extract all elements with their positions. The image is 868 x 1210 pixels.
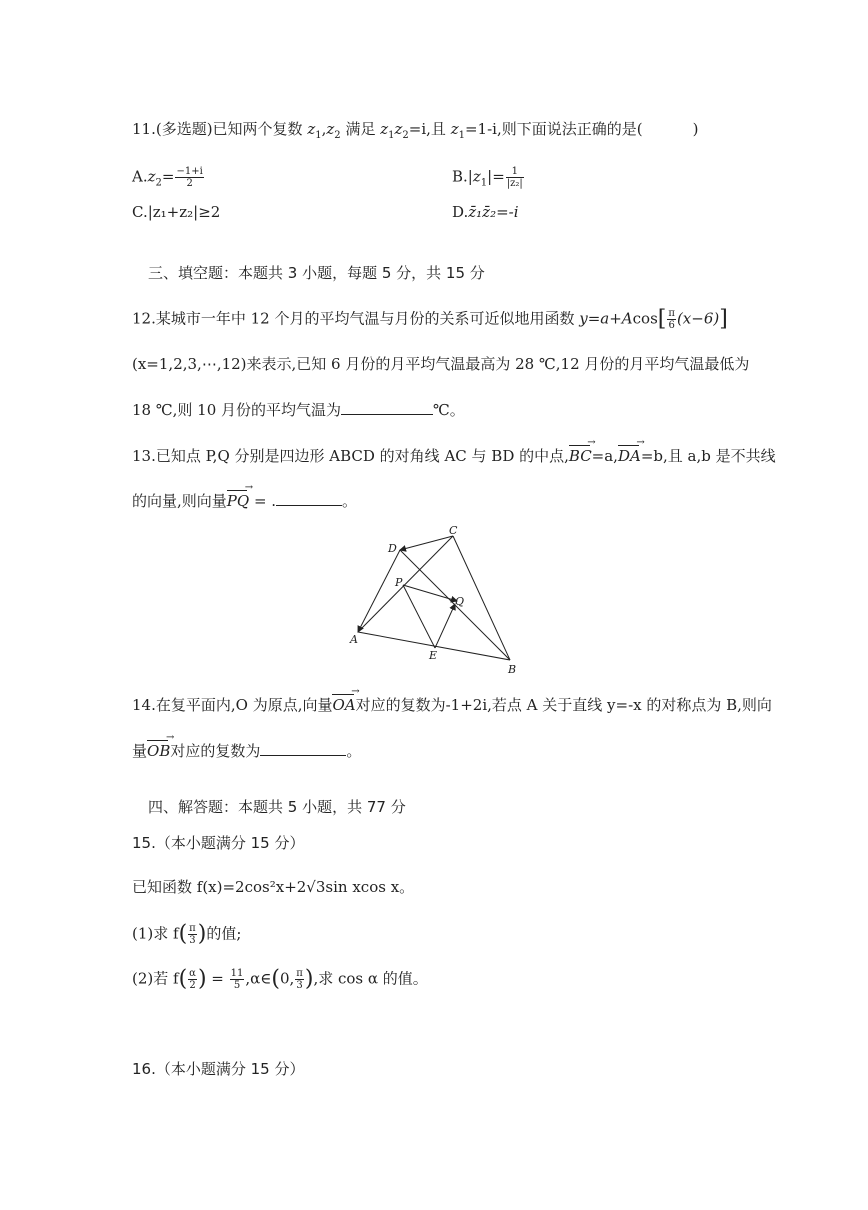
diagonal-ac: [358, 536, 453, 632]
fraction: $\frac{-1+i}{2}$: [176, 166, 203, 189]
fraction: $\frac{\pi}{6}$: [668, 308, 675, 331]
segment-eq: [435, 604, 455, 648]
q15-stem: 已知函数 f(x)=2cos²x+2√3sin xcos x。: [132, 878, 415, 896]
vector-pq: PQ →: [227, 491, 249, 511]
section3-title: 三、填空题：本题共 3 小题，每题 5 分，共 15 分: [148, 264, 485, 282]
answer-blank[interactable]: [276, 491, 342, 506]
q15-part1: (1)求 f( $\frac{\pi}{3}$ )的值;: [132, 921, 242, 947]
q13-line2: 的向量,则向量PQ → = . 。: [132, 491, 357, 511]
segment-pq: [403, 585, 457, 601]
q14-line2: 量OB →对应的复数为 。: [132, 741, 361, 761]
fraction: $\frac{1}{\text{|z₂|}}$: [506, 166, 523, 189]
q11-stem: 11.(多选题)已知两个复数 $z_1,z_2$ 满足 $z_1z_2=i$,且 $z_1=1-i$,则下面说法正确的是( ): [132, 120, 699, 141]
q14-line1: 14.在复平面内,O 为原点,向量OA →对应的复数为-1+2i,若点 A 关于直线 y=-x 的对称点为 B,则向: [132, 695, 772, 715]
q11-option-d: D.z̄₁z̄₂=-i: [452, 203, 519, 221]
quadrilateral-figure: [340, 522, 530, 677]
q12-line2: (x=1,2,3,⋯,12)来表示,已知 6 月份的月平均气温最高为 28 ℃,12 月份的月平均气温最低为: [132, 355, 750, 373]
q15-part2: (2)若 f( $\frac{\alpha}{2}$ ) = $\frac{11}{5}$ ,α∈(0, $\frac{\pi}{3}$ ),求 cos α 的值。: [132, 966, 428, 992]
fraction: $\frac{\alpha}{2}$: [189, 968, 196, 991]
q11-option-b: $B.|z_1|=$ $\frac{1}{\text{|z₂|}}$: [452, 166, 523, 189]
label-q: Q: [455, 595, 465, 608]
q11-option-a: $A.z_2=$ $\frac{-1+i}{2}$: [132, 166, 203, 189]
fraction: $\frac{\pi}{3}$: [296, 968, 303, 991]
q12-line1: 12.某城市一年中 12 个月的平均气温与月份的关系可近似地用函数 y=a+Acos[ $\frac{\pi}{6}$ (x−6)]: [132, 306, 728, 332]
vector-oa: OA →: [332, 695, 355, 715]
q13-line1: 13.已知点 P,Q 分别是四边形 ABCD 的对角线 AC 与 BD 的中点,BC →=a,DA →=b,且 a,b 是不共线: [132, 446, 776, 466]
label-a: A: [350, 633, 358, 646]
answer-blank[interactable]: [341, 400, 433, 415]
q11-option-c: C.|z₁+z₂|≥2: [132, 203, 221, 221]
fraction: $\frac{\pi}{3}$: [189, 923, 196, 946]
vector-bc: BC →: [569, 446, 592, 466]
q15-title: 15.（本小题满分 15 分）: [132, 834, 305, 852]
label-b: B: [508, 663, 517, 676]
answer-blank[interactable]: [260, 741, 346, 756]
label-e: E: [429, 649, 438, 662]
q16-title: 16.（本小题满分 15 分）: [132, 1060, 305, 1078]
segment-da: [358, 550, 400, 632]
fraction: $\frac{11}{5}$: [230, 968, 244, 991]
section4-title: 四、解答题：本题共 5 小题，共 77 分: [148, 798, 406, 816]
q12-line3: 18 ℃,则 10 月份的平均气温为 ℃。: [132, 401, 465, 419]
vector-da: DA →: [618, 446, 641, 466]
segment-cd: [400, 536, 453, 550]
label-d: D: [388, 542, 397, 555]
label-p: P: [395, 576, 403, 589]
segment-pe: [403, 585, 435, 648]
vector-ob: OB →: [147, 741, 170, 761]
label-c: C: [449, 524, 458, 537]
